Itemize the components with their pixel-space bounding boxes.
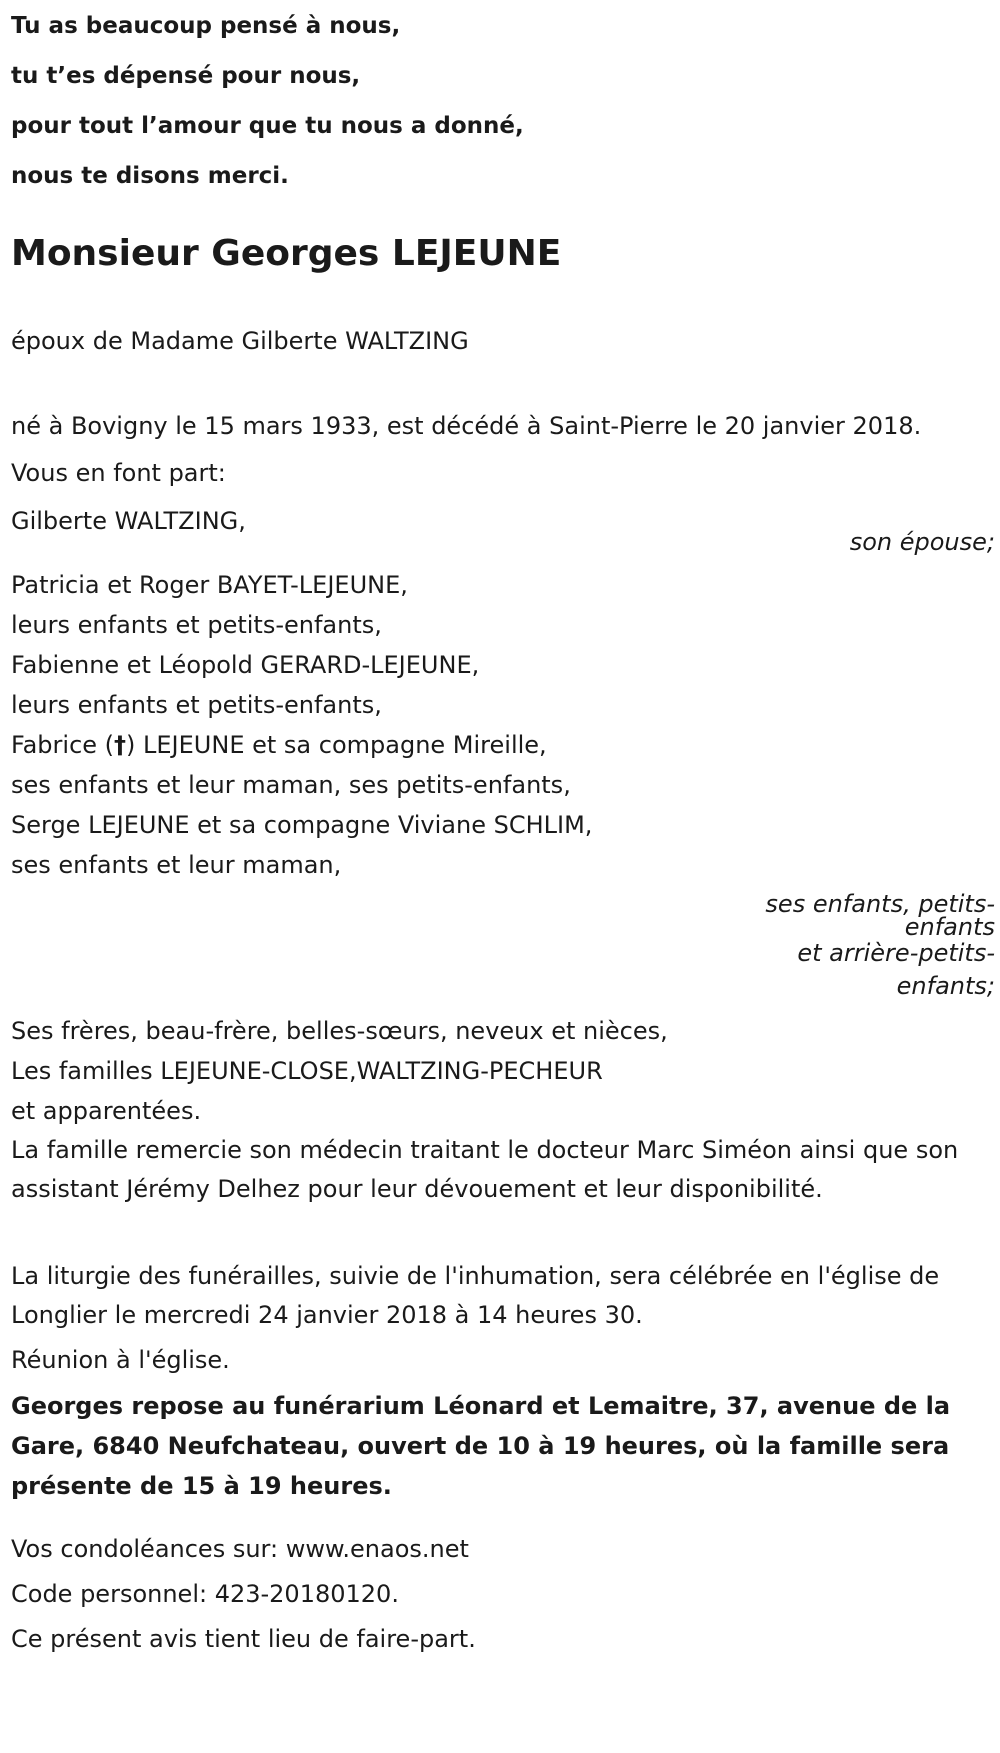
poem-line: pour tout l’amour que tu nous a donné, (11, 113, 524, 139)
birth-death-line: né à Bovigny le 15 mars 1933, est décédé à Saint-Pierre le 20 janvier 2018. (11, 412, 922, 440)
family-line: ses enfants et leur maman, (11, 851, 342, 879)
poem-line: nous te disons merci. (11, 163, 289, 189)
children-role-line: enfants; (896, 972, 995, 1000)
children-role (735, 885, 995, 1005)
family-line: Fabienne et Léopold GERARD-LEJEUNE, (11, 651, 480, 679)
family-line: Patricia et Roger BAYET-LEJEUNE, (11, 571, 408, 599)
cross-icon: † (114, 731, 127, 759)
thanks-paragraph: La famille remercie son médecin traitant le docteur Marc Siméon ainsi que son assistant Jérémy Delhez pour leur dévouement et leur disponibilité. (11, 1136, 959, 1203)
poem-line: Tu as beaucoup pensé à nous, (11, 13, 401, 39)
family-line: Serge LEJEUNE et sa compagne Viviane SCHLIM, (11, 811, 593, 839)
spouse-line: époux de Madame Gilberte WALTZING (11, 327, 469, 355)
family-line-part: Fabrice ( (11, 731, 115, 759)
announcement-intro: Vous en font part: (11, 459, 226, 487)
personal-code-line: Code personnel: 423-20180120. (11, 1580, 399, 1608)
children-role-line: ses enfants, petits- (765, 890, 995, 918)
repose-paragraph: Georges repose au funérarium Léonard et Lemaitre, 37, avenue de la Gare, 6840 Neufchateau, ouvert de 10 à 19 heures, où la famille sera présente de 15 à 19 heures. (11, 1392, 951, 1500)
relatives-line: et apparentées. (11, 1097, 202, 1125)
poem-line: tu t’es dépensé pour nous, (11, 63, 361, 89)
deceased-name: Monsieur Georges LEJEUNE (11, 233, 562, 274)
family-line: ses enfants et leur maman, ses petits-enfants, (11, 771, 571, 799)
final-line: Ce présent avis tient lieu de faire-part. (11, 1625, 476, 1653)
reunion-line: Réunion à l'église. (11, 1346, 230, 1374)
liturgy-paragraph: La liturgie des funérailles, suivie de l'inhumation, sera célébrée en l'église de Longlier le mercredi 24 janvier 2018 à 14 heures 30. (11, 1262, 940, 1329)
family-line: leurs enfants et petits-enfants, (11, 691, 382, 719)
relatives-list (11, 1011, 995, 1131)
children-role-line: et arrière-petits- (797, 939, 995, 967)
condolences-line: Vos condoléances sur: www.enaos.net (11, 1535, 469, 1563)
family-line-fabrice (11, 725, 995, 765)
relatives-line: Ses frères, beau-frère, belles-sœurs, neveux et nièces, (11, 1017, 668, 1045)
family-line-part: ) LEJEUNE et sa compagne Mireille, (126, 731, 547, 759)
spouse-name: Gilberte WALTZING, (11, 507, 246, 535)
spouse-role: son épouse; (849, 528, 995, 556)
poem (11, 1, 995, 201)
children-role-line: enfants (904, 913, 995, 941)
obituary-content (11, 0, 995, 1659)
relatives-line: Les familles LEJEUNE-CLOSE,WALTZING-PECHEUR (11, 1057, 603, 1085)
family-line: leurs enfants et petits-enfants, (11, 611, 382, 639)
family-list (11, 565, 995, 885)
